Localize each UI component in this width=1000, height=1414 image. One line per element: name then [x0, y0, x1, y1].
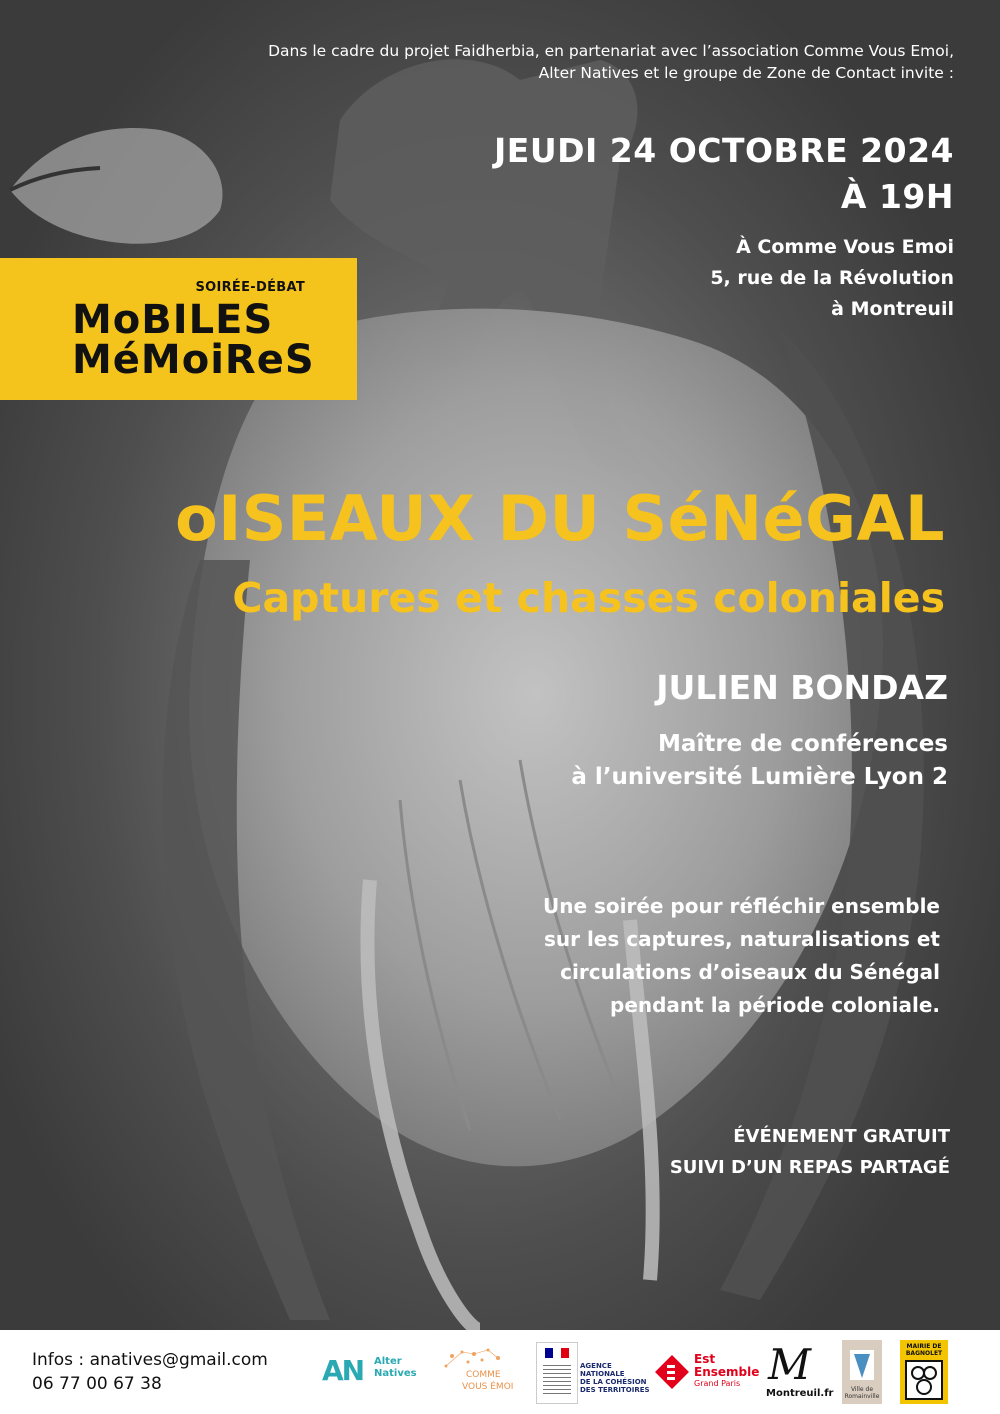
republique-text-lines	[543, 1365, 571, 1395]
agence-line-3: DE LA COHÉSION	[580, 1378, 647, 1386]
est-ensemble-line-3: Grand Paris	[694, 1379, 741, 1388]
description-line-1: Une soirée pour réfléchir ensemble	[542, 894, 940, 918]
romainville-logo	[842, 1340, 882, 1404]
agence-line-1: AGENCE	[580, 1362, 612, 1370]
speaker-role	[571, 728, 948, 794]
bagnolet-logo	[900, 1340, 948, 1404]
comme-vous-emoi-line-1: COMME	[466, 1370, 501, 1380]
agence-line-2: NATIONALE	[580, 1370, 625, 1378]
speaker-role-line-2: à l’université Lumière Lyon 2	[571, 764, 948, 790]
alter-natives-mark: AN	[322, 1354, 364, 1387]
venue-line-1: À Comme Vous Emoi	[736, 236, 954, 258]
romainville-tower-icon	[842, 1344, 882, 1386]
contact-email[interactable]: Infos : anatives@gmail.com	[32, 1350, 268, 1370]
free-line-2: SUIVI D’UN REPAS PARTAGÉ	[669, 1157, 950, 1178]
bagnolet-crest-icon	[904, 1359, 944, 1401]
bagnolet-line-1: MAIRIE DE	[906, 1343, 942, 1350]
montreuil-mark: M	[768, 1340, 812, 1389]
event-time: À 19H	[840, 177, 954, 216]
agence-cohesion-territoires-logo	[580, 1362, 650, 1394]
event-subtitle: Captures et chasses coloniales	[232, 574, 945, 622]
mobiles-memoires-badge	[0, 258, 357, 400]
intro-line-1: Dans le cadre du projet Faidherbia, en partenariat avec l’association Comme Vous Emoi,	[268, 42, 954, 60]
est-ensemble-logo	[654, 1352, 760, 1392]
marianne-flag-icon	[545, 1348, 569, 1358]
republique-francaise-logo	[536, 1342, 578, 1404]
event-date	[494, 128, 954, 220]
alter-natives-logo	[322, 1352, 422, 1392]
event-venue	[710, 232, 954, 325]
badge-kicker: SOIRÉE-DÉBAT	[195, 280, 305, 295]
venue-line-2: 5, rue de la Révolution	[710, 267, 954, 289]
venue-line-3: à Montreuil	[831, 298, 954, 320]
free-event-notice	[670, 1121, 950, 1183]
description-line-3: circulations d’oiseaux du Sénégal	[560, 960, 940, 984]
footer	[0, 1330, 1000, 1414]
bagnolet-line-2: BAGNOLET	[905, 1350, 943, 1357]
alter-natives-name-1: Alter	[374, 1356, 402, 1367]
intro-text	[54, 40, 954, 84]
badge-title-line-2: MéMoiReS	[72, 337, 315, 383]
romainville-name: Ville de Romainville	[844, 1386, 880, 1400]
description-line-4: pendant la période coloniale.	[610, 993, 940, 1017]
contact-phone[interactable]: 06 77 00 67 38	[32, 1374, 162, 1394]
montreuil-logo	[762, 1340, 834, 1404]
est-ensemble-diamond-icon	[654, 1354, 690, 1390]
comme-vous-emoi-line-2: VOUS ÉMOI	[462, 1382, 514, 1392]
intro-line-2: Alter Natives et le groupe de Zone de Contact invite :	[538, 64, 954, 82]
comme-vous-emoi-logo	[432, 1344, 522, 1400]
event-title: oISEAUX DU SéNéGAL	[175, 482, 945, 555]
est-ensemble-line-2: Ensemble	[694, 1365, 760, 1379]
speaker-name: JULIEN BONDAZ	[656, 668, 948, 707]
alter-natives-name-2: Natives	[374, 1368, 417, 1379]
badge-title	[72, 297, 315, 383]
badge-title-line-1: MoBILES	[72, 297, 274, 343]
free-line-1: ÉVÉNEMENT GRATUIT	[733, 1126, 950, 1147]
event-description	[543, 890, 940, 1022]
event-day: JEUDI 24 OCTOBRE 2024	[494, 131, 954, 170]
est-ensemble-line-1: Est	[694, 1352, 716, 1366]
contact-info	[32, 1348, 268, 1396]
agence-line-4: DES TERRITOIRES	[580, 1386, 650, 1394]
speaker-role-line-1: Maître de conférences	[658, 731, 948, 757]
montreuil-name: Montreuil.fr	[766, 1388, 834, 1399]
description-line-2: sur les captures, naturalisations et	[543, 927, 940, 951]
